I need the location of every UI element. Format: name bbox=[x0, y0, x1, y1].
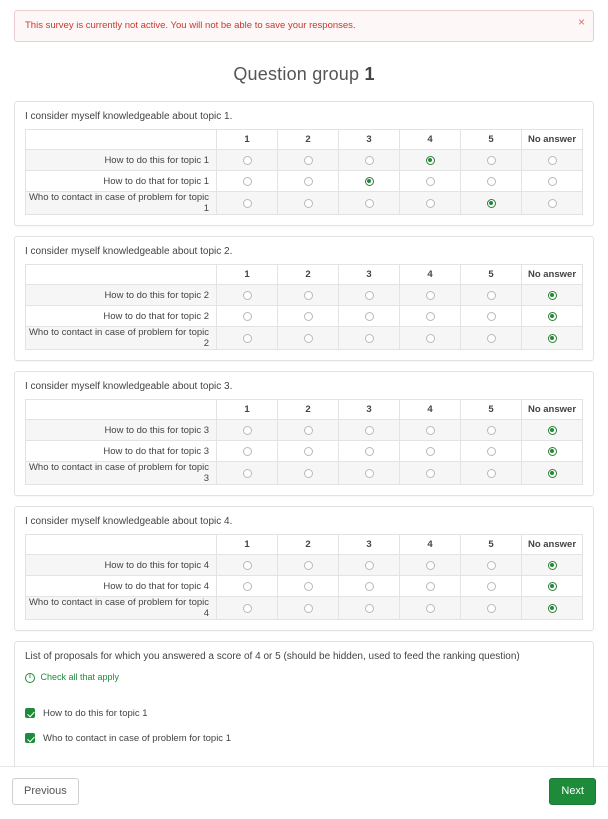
radio-cell[interactable] bbox=[461, 462, 522, 485]
next-button[interactable]: Next bbox=[549, 778, 596, 805]
radio-cell[interactable] bbox=[522, 171, 583, 192]
radio-cell[interactable] bbox=[278, 327, 339, 350]
radio-cell[interactable] bbox=[278, 420, 339, 441]
column-header: 3 bbox=[339, 535, 400, 555]
radio-option-5[interactable] bbox=[487, 291, 496, 300]
radio-option-4[interactable] bbox=[426, 156, 435, 165]
radio-cell[interactable] bbox=[278, 150, 339, 171]
radio-option-2[interactable] bbox=[304, 604, 313, 613]
matrix-table bbox=[25, 264, 583, 350]
radio-cell[interactable] bbox=[461, 597, 522, 620]
column-header: 1 bbox=[217, 130, 278, 150]
radio-cell[interactable] bbox=[339, 576, 400, 597]
radio-option-1[interactable] bbox=[243, 447, 252, 456]
radio-cell[interactable] bbox=[278, 555, 339, 576]
radio-cell[interactable] bbox=[339, 327, 400, 350]
column-header: 4 bbox=[400, 535, 461, 555]
radio-cell[interactable] bbox=[400, 420, 461, 441]
radio-option-2[interactable] bbox=[304, 199, 313, 208]
radio-option-2[interactable] bbox=[304, 312, 313, 321]
radio-cell[interactable] bbox=[522, 420, 583, 441]
radio-option-2[interactable] bbox=[304, 469, 313, 478]
row-label: Who to contact in case of problem for topic 2 bbox=[26, 327, 217, 350]
table-row bbox=[26, 150, 583, 171]
radio-option-5[interactable] bbox=[487, 199, 496, 208]
matrix-table-wrapper bbox=[15, 534, 593, 630]
column-header: 3 bbox=[339, 265, 400, 285]
matrix-question-panel bbox=[14, 371, 594, 496]
table-header-row bbox=[26, 400, 583, 420]
radio-cell[interactable] bbox=[461, 441, 522, 462]
column-header: 5 bbox=[461, 535, 522, 555]
radio-cell[interactable] bbox=[217, 327, 278, 350]
radio-option-5[interactable] bbox=[487, 177, 496, 186]
question-text: I consider myself knowledgeable about topic 4. bbox=[25, 516, 233, 528]
radio-option-2[interactable] bbox=[304, 334, 313, 343]
list-question-panel bbox=[14, 641, 594, 770]
radio-cell[interactable] bbox=[339, 555, 400, 576]
radio-option-4[interactable] bbox=[426, 312, 435, 321]
radio-cell[interactable] bbox=[339, 150, 400, 171]
radio-cell[interactable] bbox=[339, 441, 400, 462]
row-label: Who to contact in case of problem for topic 4 bbox=[26, 597, 217, 620]
column-header: 1 bbox=[217, 400, 278, 420]
column-header: 2 bbox=[278, 535, 339, 555]
radio-cell[interactable] bbox=[400, 285, 461, 306]
radio-cell[interactable] bbox=[461, 306, 522, 327]
radio-option-5[interactable] bbox=[487, 426, 496, 435]
radio-cell[interactable] bbox=[522, 555, 583, 576]
radio-cell[interactable] bbox=[278, 597, 339, 620]
radio-option-1[interactable] bbox=[243, 469, 252, 478]
table-row bbox=[26, 462, 583, 485]
radio-cell[interactable] bbox=[522, 462, 583, 485]
radio-option-3[interactable] bbox=[365, 312, 374, 321]
alert-message: This survey is currently not active. You will not be able to save your responses. bbox=[25, 20, 356, 31]
row-label: How to do that for topic 4 bbox=[26, 576, 217, 597]
radio-option-3[interactable] bbox=[365, 469, 374, 478]
list-item[interactable] bbox=[15, 726, 593, 751]
close-icon[interactable]: × bbox=[577, 15, 585, 29]
radio-cell[interactable] bbox=[522, 150, 583, 171]
table-row bbox=[26, 597, 583, 620]
table-row bbox=[26, 327, 583, 350]
row-label: How to do this for topic 3 bbox=[26, 420, 217, 441]
radio-cell[interactable] bbox=[522, 576, 583, 597]
table-row bbox=[26, 576, 583, 597]
radio-cell[interactable] bbox=[217, 285, 278, 306]
radio-option-2[interactable] bbox=[304, 177, 313, 186]
radio-option-2[interactable] bbox=[304, 447, 313, 456]
radio-cell[interactable] bbox=[339, 285, 400, 306]
radio-option-4[interactable] bbox=[426, 334, 435, 343]
radio-option-5[interactable] bbox=[487, 604, 496, 613]
question-text: I consider myself knowledgeable about topic 2. bbox=[25, 246, 233, 258]
radio-cell[interactable] bbox=[461, 192, 522, 215]
matrix-table bbox=[25, 399, 583, 485]
radio-option-5[interactable] bbox=[487, 469, 496, 478]
table-header-row bbox=[26, 265, 583, 285]
radio-option-1[interactable] bbox=[243, 312, 252, 321]
table-corner-cell bbox=[26, 130, 217, 150]
row-label: How to do that for topic 3 bbox=[26, 441, 217, 462]
checkbox-icon[interactable] bbox=[25, 733, 35, 743]
radio-cell[interactable] bbox=[217, 150, 278, 171]
radio-cell[interactable] bbox=[278, 576, 339, 597]
radio-cell[interactable] bbox=[278, 306, 339, 327]
column-header: 3 bbox=[339, 130, 400, 150]
table-row bbox=[26, 171, 583, 192]
radio-option-no-answer[interactable] bbox=[548, 177, 557, 186]
row-label: Who to contact in case of problem for topic 1 bbox=[26, 192, 217, 215]
radio-option-2[interactable] bbox=[304, 561, 313, 570]
matrix-table bbox=[25, 534, 583, 620]
radio-option-5[interactable] bbox=[487, 447, 496, 456]
column-header: 1 bbox=[217, 535, 278, 555]
radio-cell[interactable] bbox=[461, 420, 522, 441]
radio-cell[interactable] bbox=[400, 306, 461, 327]
matrix-table-wrapper bbox=[15, 399, 593, 495]
table-row bbox=[26, 306, 583, 327]
radio-cell[interactable] bbox=[522, 597, 583, 620]
radio-option-1[interactable] bbox=[243, 177, 252, 186]
radio-cell[interactable] bbox=[461, 576, 522, 597]
radio-cell[interactable] bbox=[400, 441, 461, 462]
radio-option-5[interactable] bbox=[487, 334, 496, 343]
page-title-text: Question group bbox=[233, 64, 360, 85]
radio-cell[interactable] bbox=[217, 555, 278, 576]
matrix-question-panel bbox=[14, 506, 594, 631]
radio-option-3[interactable] bbox=[365, 447, 374, 456]
radio-option-5[interactable] bbox=[487, 156, 496, 165]
radio-option-3[interactable] bbox=[365, 561, 374, 570]
row-label: How to do that for topic 1 bbox=[26, 171, 217, 192]
radio-cell[interactable] bbox=[217, 306, 278, 327]
radio-cell[interactable] bbox=[339, 306, 400, 327]
radio-option-3[interactable] bbox=[365, 199, 374, 208]
radio-option-no-answer[interactable] bbox=[548, 334, 557, 343]
radio-option-4[interactable] bbox=[426, 177, 435, 186]
radio-option-no-answer[interactable] bbox=[548, 469, 557, 478]
table-row bbox=[26, 192, 583, 215]
radio-option-2[interactable] bbox=[304, 291, 313, 300]
radio-cell[interactable] bbox=[217, 576, 278, 597]
radio-option-no-answer[interactable] bbox=[548, 426, 557, 435]
radio-option-no-answer[interactable] bbox=[548, 447, 557, 456]
radio-cell[interactable] bbox=[400, 597, 461, 620]
radio-option-4[interactable] bbox=[426, 199, 435, 208]
radio-cell[interactable] bbox=[461, 171, 522, 192]
previous-button[interactable]: Previous bbox=[12, 778, 79, 805]
list-item-label: How to do this for topic 1 bbox=[43, 707, 148, 719]
radio-option-no-answer[interactable] bbox=[548, 291, 557, 300]
radio-cell[interactable] bbox=[522, 285, 583, 306]
radio-option-no-answer[interactable] bbox=[548, 582, 557, 591]
row-label: How to do this for topic 4 bbox=[26, 555, 217, 576]
radio-cell[interactable] bbox=[522, 441, 583, 462]
inactive-survey-alert bbox=[14, 10, 594, 42]
radio-cell[interactable] bbox=[278, 441, 339, 462]
radio-option-4[interactable] bbox=[426, 426, 435, 435]
page-title bbox=[0, 64, 608, 85]
radio-cell[interactable] bbox=[400, 462, 461, 485]
row-label: How to do this for topic 1 bbox=[26, 150, 217, 171]
radio-cell[interactable] bbox=[278, 285, 339, 306]
radio-option-5[interactable] bbox=[487, 561, 496, 570]
radio-cell[interactable] bbox=[400, 576, 461, 597]
question-text: I consider myself knowledgeable about topic 1. bbox=[25, 111, 233, 123]
column-header: 4 bbox=[400, 265, 461, 285]
info-icon: i bbox=[25, 673, 35, 683]
radio-cell[interactable] bbox=[522, 192, 583, 215]
radio-cell[interactable] bbox=[400, 192, 461, 215]
radio-cell[interactable] bbox=[217, 462, 278, 485]
column-header: No answer bbox=[522, 535, 583, 555]
radio-cell[interactable] bbox=[339, 420, 400, 441]
table-header-row bbox=[26, 535, 583, 555]
radio-option-4[interactable] bbox=[426, 291, 435, 300]
radio-cell[interactable] bbox=[339, 462, 400, 485]
radio-option-1[interactable] bbox=[243, 561, 252, 570]
radio-option-no-answer[interactable] bbox=[548, 604, 557, 613]
radio-cell[interactable] bbox=[461, 555, 522, 576]
table-corner-cell bbox=[26, 265, 217, 285]
radio-cell[interactable] bbox=[461, 150, 522, 171]
column-header: 4 bbox=[400, 400, 461, 420]
matrix-question-panel bbox=[14, 236, 594, 361]
radio-cell[interactable] bbox=[278, 171, 339, 192]
column-header: 5 bbox=[461, 130, 522, 150]
column-header: No answer bbox=[522, 400, 583, 420]
radio-option-4[interactable] bbox=[426, 561, 435, 570]
radio-cell[interactable] bbox=[217, 420, 278, 441]
radio-cell[interactable] bbox=[217, 597, 278, 620]
radio-option-5[interactable] bbox=[487, 312, 496, 321]
radio-option-1[interactable] bbox=[243, 291, 252, 300]
column-header: 5 bbox=[461, 265, 522, 285]
table-corner-cell bbox=[26, 535, 217, 555]
radio-option-1[interactable] bbox=[243, 426, 252, 435]
row-label: How to do this for topic 2 bbox=[26, 285, 217, 306]
matrix-questions bbox=[0, 101, 608, 631]
radio-cell[interactable] bbox=[339, 597, 400, 620]
column-header: 4 bbox=[400, 130, 461, 150]
radio-option-3[interactable] bbox=[365, 604, 374, 613]
radio-option-no-answer[interactable] bbox=[548, 156, 557, 165]
checkbox-icon[interactable] bbox=[25, 708, 35, 718]
matrix-table-wrapper bbox=[15, 264, 593, 360]
column-header: 5 bbox=[461, 400, 522, 420]
list-question-text: List of proposals for which you answered a score of 4 or 5 (should be hidden, used to feed the ranking question) bbox=[25, 651, 520, 663]
radio-cell[interactable] bbox=[339, 192, 400, 215]
radio-cell[interactable] bbox=[461, 327, 522, 350]
column-header: 2 bbox=[278, 130, 339, 150]
radio-option-1[interactable] bbox=[243, 199, 252, 208]
table-row bbox=[26, 441, 583, 462]
radio-cell[interactable] bbox=[400, 555, 461, 576]
radio-option-2[interactable] bbox=[304, 156, 313, 165]
check-all-hint bbox=[15, 669, 593, 687]
column-header: 2 bbox=[278, 265, 339, 285]
radio-option-4[interactable] bbox=[426, 447, 435, 456]
radio-option-3[interactable] bbox=[365, 582, 374, 591]
radio-option-3[interactable] bbox=[365, 156, 374, 165]
column-header: 2 bbox=[278, 400, 339, 420]
column-header: 3 bbox=[339, 400, 400, 420]
radio-option-4[interactable] bbox=[426, 604, 435, 613]
table-corner-cell bbox=[26, 400, 217, 420]
radio-option-3[interactable] bbox=[365, 291, 374, 300]
table-row bbox=[26, 555, 583, 576]
table-header-row bbox=[26, 130, 583, 150]
radio-cell[interactable] bbox=[400, 171, 461, 192]
radio-option-1[interactable] bbox=[243, 156, 252, 165]
radio-option-3[interactable] bbox=[365, 426, 374, 435]
radio-cell[interactable] bbox=[217, 192, 278, 215]
radio-option-2[interactable] bbox=[304, 582, 313, 591]
matrix-table bbox=[25, 129, 583, 215]
question-text: I consider myself knowledgeable about topic 3. bbox=[25, 381, 233, 393]
row-label: Who to contact in case of problem for topic 3 bbox=[26, 462, 217, 485]
list-item-label: Who to contact in case of problem for topic 1 bbox=[43, 732, 231, 744]
radio-option-2[interactable] bbox=[304, 426, 313, 435]
checkbox-list bbox=[15, 701, 593, 751]
radio-cell[interactable] bbox=[461, 285, 522, 306]
table-row bbox=[26, 420, 583, 441]
radio-option-4[interactable] bbox=[426, 582, 435, 591]
radio-option-1[interactable] bbox=[243, 582, 252, 591]
page-title-number: 1 bbox=[364, 64, 375, 85]
radio-option-no-answer[interactable] bbox=[548, 561, 557, 570]
radio-option-1[interactable] bbox=[243, 604, 252, 613]
radio-option-5[interactable] bbox=[487, 582, 496, 591]
matrix-question-panel bbox=[14, 101, 594, 226]
list-item[interactable] bbox=[15, 701, 593, 726]
radio-option-3[interactable] bbox=[365, 334, 374, 343]
matrix-table-wrapper bbox=[15, 129, 593, 225]
radio-option-1[interactable] bbox=[243, 334, 252, 343]
navigation-footer bbox=[0, 766, 608, 819]
radio-cell[interactable] bbox=[400, 327, 461, 350]
radio-cell[interactable] bbox=[522, 327, 583, 350]
radio-cell[interactable] bbox=[278, 462, 339, 485]
radio-cell[interactable] bbox=[400, 150, 461, 171]
check-all-hint-label: Check all that apply bbox=[40, 672, 120, 683]
radio-cell[interactable] bbox=[278, 192, 339, 215]
radio-cell[interactable] bbox=[522, 306, 583, 327]
radio-option-no-answer[interactable] bbox=[548, 199, 557, 208]
column-header: No answer bbox=[522, 265, 583, 285]
column-header: No answer bbox=[522, 130, 583, 150]
radio-cell[interactable] bbox=[339, 171, 400, 192]
column-header: 1 bbox=[217, 265, 278, 285]
radio-option-3[interactable] bbox=[365, 177, 374, 186]
table-row bbox=[26, 285, 583, 306]
row-label: How to do that for topic 2 bbox=[26, 306, 217, 327]
survey-page bbox=[0, 10, 608, 797]
radio-cell[interactable] bbox=[217, 171, 278, 192]
radio-cell[interactable] bbox=[217, 441, 278, 462]
radio-option-4[interactable] bbox=[426, 469, 435, 478]
radio-option-no-answer[interactable] bbox=[548, 312, 557, 321]
